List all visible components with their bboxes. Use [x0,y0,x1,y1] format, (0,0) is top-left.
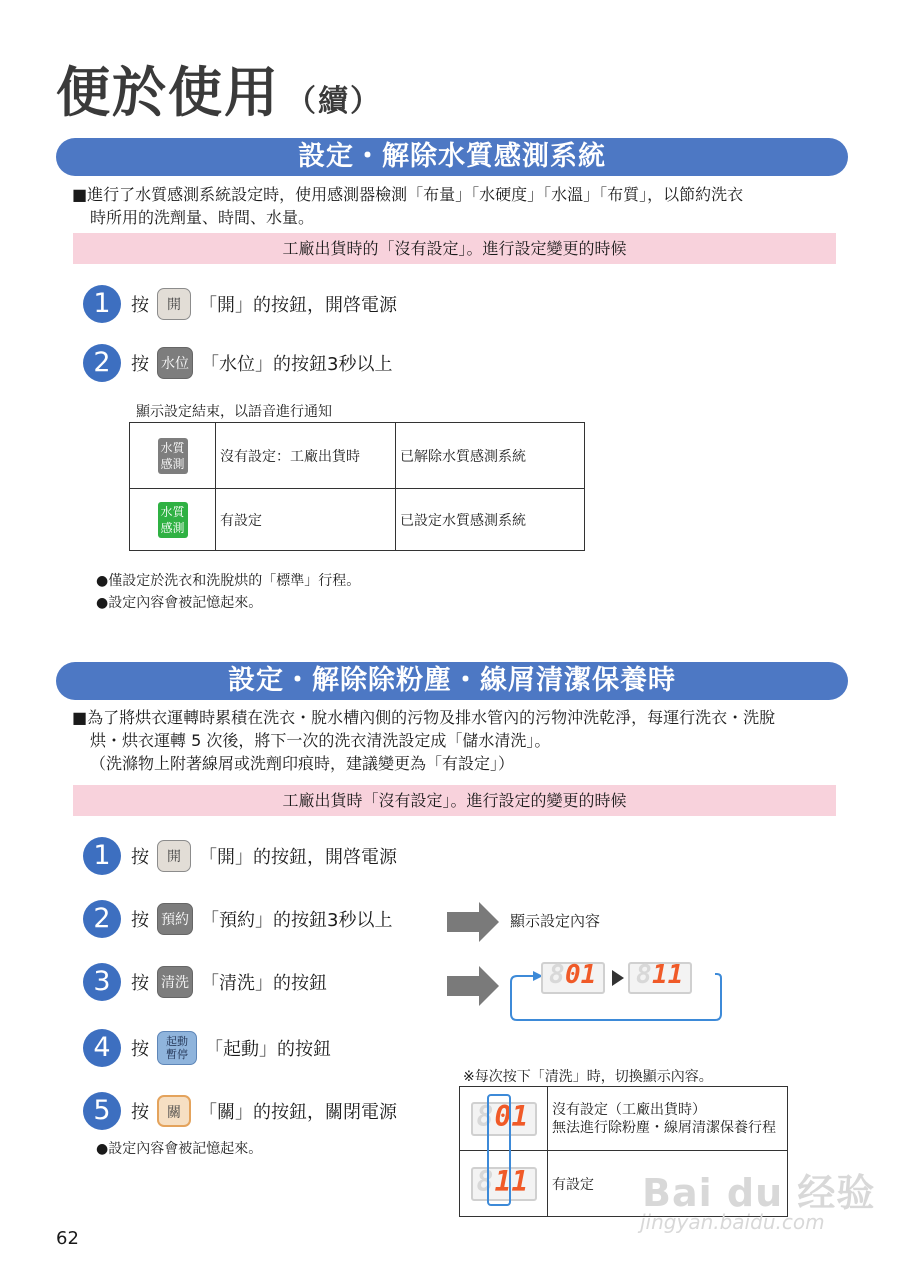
press-label: 按 [131,295,149,316]
start-pause-key: 起動 暫停 [157,1031,197,1065]
watermark-logo: Bai du 经验 [642,1171,876,1215]
display-blank-digit: 8 [636,960,652,990]
press-label: 按 [131,1039,149,1060]
section1-heading: 設定・解除水質感測系統 [56,138,848,176]
section1-note-2: ●設定內容會被記憶起來。 [96,595,263,611]
section1-table [129,422,585,551]
water-sensor-indicator-off: 水質 感測 [158,438,188,474]
section2-intro-line3: （洗滌物上附著線屑或洗劑印痕時，建議變更為「有設定」） [90,754,515,773]
power-off-key: 關 [157,1095,191,1127]
press-label: 按 [131,1102,149,1123]
step-text: 「起動」的按鈕 [205,1039,331,1060]
table-cell: 沒有設定（工廠出貨時） 無法進行除粉塵・線屑清潔保養行程 [548,1087,788,1151]
table-row [130,489,585,551]
section1-step-1 [83,285,397,323]
table-row [130,423,585,489]
step-text: 「水位」的按鈕3秒以上 [201,354,393,375]
section2-step-2 [83,900,392,938]
display-panel-a [541,962,605,994]
power-on-key: 開 [157,288,191,320]
display-digits: 11 [494,1164,529,1198]
right-arrow-icon [447,966,499,1006]
section2-intro-line1: ■為了將烘衣運轉時累積在洗衣・脫水槽內側的污物及排水管內的污物沖洗乾淨，每運行洗衣・洗脫 [72,708,776,727]
table-cell: 沒有設定：工廠出貨時 [216,423,396,489]
section2-step-1 [83,837,397,875]
arrow-label: 顯示設定內容 [510,912,601,930]
press-label: 按 [131,354,149,375]
water-level-key: 水位 [157,347,193,379]
water-sensor-indicator-on: 水質 感測 [158,502,188,538]
section2-note: ●設定內容會被記憶起來。 [96,1141,263,1157]
step-number: 1 [83,285,121,323]
page-number: 62 [56,1228,79,1249]
section2-step-5 [83,1092,397,1130]
table-cell: 有設定 [548,1151,788,1217]
display-digits-b: 11 [652,960,684,990]
display-blank-digit: 8 [476,1099,494,1133]
display-blank-digit: 8 [549,960,565,990]
section1-intro [72,183,852,229]
section1-step-2 [83,344,392,382]
table-cell: 已設定水質感測系統 [396,489,585,551]
press-label: 按 [131,847,149,868]
step-text: 「開」的按鈕，開啓電源 [199,295,397,316]
rinse-key: 清洗 [157,966,193,998]
step-number: 5 [83,1092,121,1130]
section2-pink-bar: 工廠出貨時「沒有設定」。進行設定的變更的時候 [73,785,836,816]
timer-key: 預約 [157,903,193,935]
page-title [56,50,382,127]
section1-note-1: ●僅設定於洗衣和洗脫烘的「標準」行程。 [96,573,361,589]
section2-heading: 設定・解除除粉塵・線屑清潔保養時 [56,662,848,700]
press-label: 按 [131,973,149,994]
step-number: 2 [83,900,121,938]
step-number: 1 [83,837,121,875]
step-number: 4 [83,1029,121,1067]
page-title-sub: （續） [286,84,382,119]
step-text: 「關」的按鈕，關閉電源 [199,1102,397,1123]
display-digits-a: 01 [565,960,597,990]
section1-intro-line1: ■進行了水質感測系統設定時，使用感測器檢測「布量」「水硬度」「水溫」「布質」，以節約洗衣 [72,185,744,204]
page-title-main: 便於使用 [56,61,280,124]
switch-note: ※每次按下「清洗」時，切換顯示內容。 [463,1069,713,1085]
display-panel-b [628,962,692,994]
right-arrow-icon [447,902,499,942]
section1-intro-line2: 時所用的洗劑量、時間、水量。 [90,208,315,227]
small-triangle-icon [612,970,624,986]
step-number: 3 [83,963,121,1001]
section1-pink-bar: 工廠出貨時的「沒有設定」。進行設定變更的時候 [73,233,836,264]
press-label: 按 [131,910,149,931]
watermark-url: jingyan.baidu.com [640,1210,825,1234]
section2-step-3 [83,963,327,1001]
power-on-key: 開 [157,840,191,872]
section2-intro-line2: 烘・烘衣運轉 5 次後，將下一次的洗衣清洗設定成「儲水清洗」。 [90,731,551,750]
section2-step-4 [83,1029,331,1067]
table-cell: 有設定 [216,489,396,551]
step-number: 2 [83,344,121,382]
step-text: 「開」的按鈕，開啓電源 [199,847,397,868]
display-digits: 01 [494,1099,529,1133]
table-caption: 顯示設定結束，以語音進行通知 [136,404,332,420]
display-blank-digit: 8 [476,1164,494,1198]
digit-highlight-box [487,1094,511,1206]
step-text: 「預約」的按鈕3秒以上 [201,910,393,931]
table-cell: 已解除水質感測系統 [396,423,585,489]
step-text: 「清洗」的按鈕 [201,973,327,994]
section2-intro [72,706,852,775]
